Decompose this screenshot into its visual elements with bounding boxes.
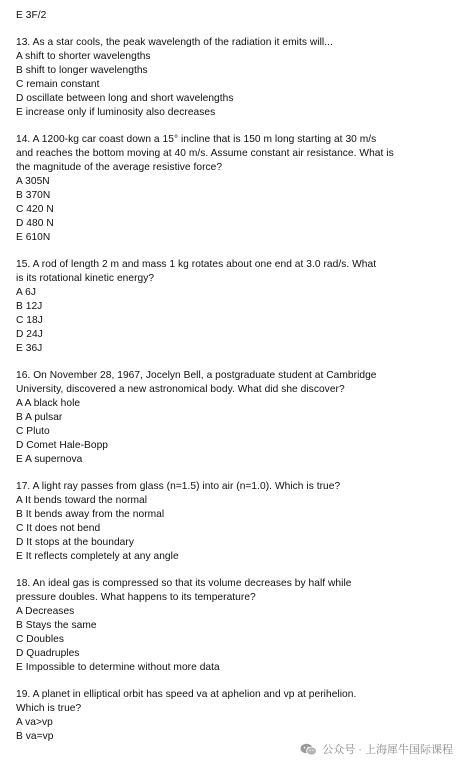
answer-option: D oscillate between long and short wavelengths [16, 93, 234, 104]
answer-option: E 610N [16, 232, 51, 243]
answer-option: C Doubles [16, 634, 65, 645]
wechat-icon [300, 743, 317, 756]
document-page [16, 9, 456, 744]
answer-option: B 12J [16, 301, 43, 312]
question-stem-line: 13. As a star cools, the peak wavelength of the radiation it emits will... [16, 37, 333, 48]
answer-option: E A supernova [16, 454, 83, 465]
answer-option: A va>vp [16, 717, 53, 728]
answer-option: D 24J [16, 329, 43, 340]
answer-option: B shift to longer wavelengths [16, 65, 148, 76]
answer-option: A It bends toward the normal [16, 495, 148, 506]
previous-answer-line: E 3F/2 [16, 10, 47, 21]
answer-option: D 480 N [16, 218, 54, 229]
watermark [300, 741, 453, 757]
answer-option: A Decreases [16, 606, 75, 617]
answer-option: C It does not bend [16, 523, 101, 534]
question-block [16, 258, 456, 356]
answer-option: E Impossible to determine without more data [16, 662, 220, 673]
answer-option: C 420 N [16, 204, 54, 215]
question-stem-line: and reaches the bottom moving at 40 m/s. Assume constant air resistance. What is [16, 148, 394, 159]
question-stem-line: 16. On November 28, 1967, Jocelyn Bell, a postgraduate student at Cambridge [16, 370, 377, 381]
answer-option: B va=vp [16, 731, 54, 742]
answer-option: A A black hole [16, 398, 81, 409]
question-stem-line: pressure doubles. What happens to its temperature? [16, 592, 256, 603]
question-block [16, 577, 456, 675]
answer-option: E It reflects completely at any angle [16, 551, 179, 562]
answer-option: D It stops at the boundary [16, 537, 134, 548]
answer-option: C 18J [16, 315, 43, 326]
question-block [16, 133, 456, 245]
question-block [16, 36, 456, 120]
question-stem-line: is its rotational kinetic energy? [16, 273, 155, 284]
question-stem-line: 15. A rod of length 2 m and mass 1 kg rotates about one end at 3.0 rad/s. What [16, 259, 377, 270]
answer-option: C remain constant [16, 79, 100, 90]
answer-option: C Pluto [16, 426, 50, 437]
watermark-text: 公众号 · 上海犀牛国际课程 [322, 744, 453, 756]
answer-option: E 36J [16, 343, 43, 354]
answer-option: B 370N [16, 190, 51, 201]
answer-option: B A pulsar [16, 412, 63, 423]
question-stem-line: University, discovered a new astronomical body. What did she discover? [16, 384, 345, 395]
question-block [16, 480, 456, 564]
question-list [16, 36, 456, 744]
question-stem-line: 17. A light ray passes from glass (n=1.5) into air (n=1.0). Which is true? [16, 481, 341, 492]
question-block [16, 688, 456, 744]
question-stem-line: 14. A 1200-kg car coast down a 15° incline that is 150 m long starting at 30 m/s [16, 134, 377, 145]
answer-option: A 6J [16, 287, 37, 298]
answer-option: B It bends away from the normal [16, 509, 165, 520]
question-stem-line: the magnitude of the average resistive force? [16, 162, 223, 173]
question-stem-line: 18. An ideal gas is compressed so that its volume decreases by half while [16, 578, 352, 589]
answer-option: D Comet Hale-Bopp [16, 440, 109, 451]
question-stem-line: 19. A planet in elliptical orbit has speed va at aphelion and vp at perihelion. [16, 689, 357, 700]
question-block [16, 369, 456, 467]
answer-option: D Quadruples [16, 648, 80, 659]
answer-option: B Stays the same [16, 620, 97, 631]
question-stem-line: Which is true? [16, 703, 82, 714]
answer-option: A 305N [16, 176, 50, 187]
answer-option: E increase only if luminosity also decreases [16, 107, 216, 118]
answer-option: A shift to shorter wavelengths [16, 51, 151, 62]
